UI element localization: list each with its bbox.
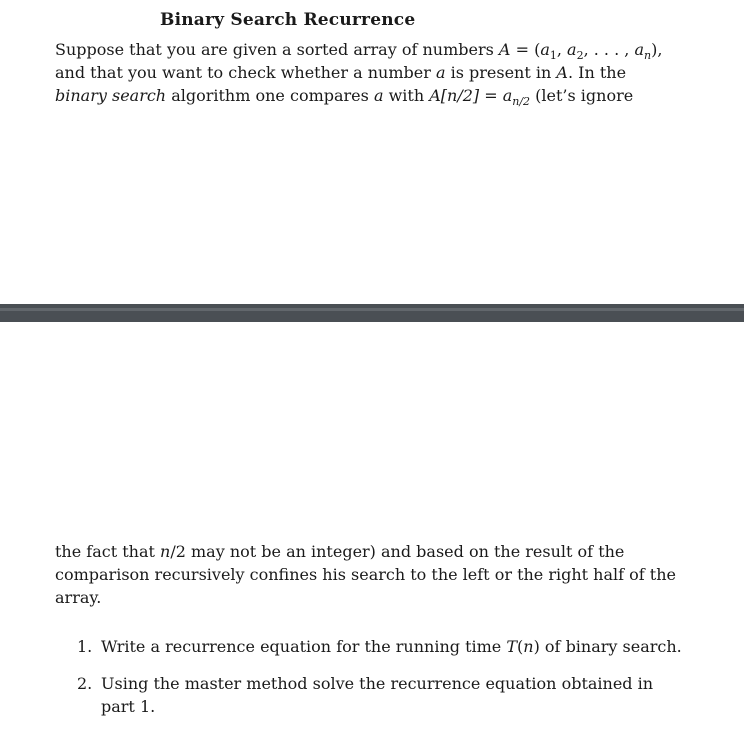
text: the fact that bbox=[55, 542, 161, 561]
text: is present in bbox=[445, 63, 557, 82]
text: algorithm one compares bbox=[166, 86, 374, 105]
text: Write a recurrence equation for the running time bbox=[101, 637, 507, 656]
intro-paragraph bbox=[55, 38, 663, 109]
math-var: a bbox=[373, 86, 384, 105]
text: = bbox=[479, 86, 503, 105]
cont-line-3: array. bbox=[55, 588, 102, 607]
intro-line-2 bbox=[55, 61, 653, 84]
math-index: [n/2] bbox=[440, 86, 480, 105]
cont-line-2: comparison recursively confines his search to the left or the right half of the bbox=[55, 565, 676, 584]
text: . In the bbox=[567, 63, 627, 82]
text: Suppose that you are given a sorted array of numbers bbox=[55, 40, 499, 59]
list-number: 1. bbox=[77, 637, 93, 656]
text: with bbox=[383, 86, 430, 105]
text: = ( bbox=[510, 40, 541, 59]
text: ) of binary search. bbox=[533, 637, 682, 656]
page-title: Binary Search Recurrence bbox=[160, 10, 416, 30]
page-divider-bar bbox=[0, 304, 744, 322]
intro-line-1 bbox=[55, 38, 663, 63]
text: (let’s ignore bbox=[530, 86, 634, 105]
math-var: A bbox=[498, 40, 511, 59]
continuation-paragraph bbox=[55, 540, 676, 609]
math-var: A bbox=[556, 63, 568, 82]
list-text bbox=[101, 672, 653, 718]
math-var: a bbox=[567, 40, 577, 59]
math-var: A bbox=[429, 86, 441, 105]
math-var: a bbox=[540, 40, 550, 59]
subscript: 1 bbox=[549, 49, 557, 63]
list-number: 2. bbox=[77, 674, 93, 693]
text: , bbox=[556, 40, 568, 59]
math-var: n bbox=[160, 542, 171, 561]
text: /2 may not be an integer) and based on the result of the bbox=[170, 542, 625, 561]
text: ( bbox=[517, 637, 524, 656]
text: , . . . , bbox=[583, 40, 635, 59]
subscript: 2 bbox=[576, 49, 584, 63]
text: ), bbox=[651, 40, 663, 59]
subscript: n/2 bbox=[512, 95, 531, 109]
list-text bbox=[101, 635, 682, 658]
math-var: T bbox=[506, 637, 518, 656]
subscript: n bbox=[643, 49, 652, 63]
text: part 1. bbox=[101, 697, 156, 716]
cont-line-1 bbox=[55, 540, 653, 563]
math-var: n bbox=[523, 637, 534, 656]
text: and that you want to check whether a number bbox=[55, 63, 436, 82]
text: Using the master method solve the recurrence equation obtained in bbox=[101, 674, 654, 693]
math-var: a bbox=[634, 40, 644, 59]
math-var: a bbox=[502, 86, 513, 105]
intro-line-3 bbox=[55, 84, 653, 107]
math-var: a bbox=[435, 63, 446, 82]
emphasis: binary search bbox=[55, 86, 167, 105]
